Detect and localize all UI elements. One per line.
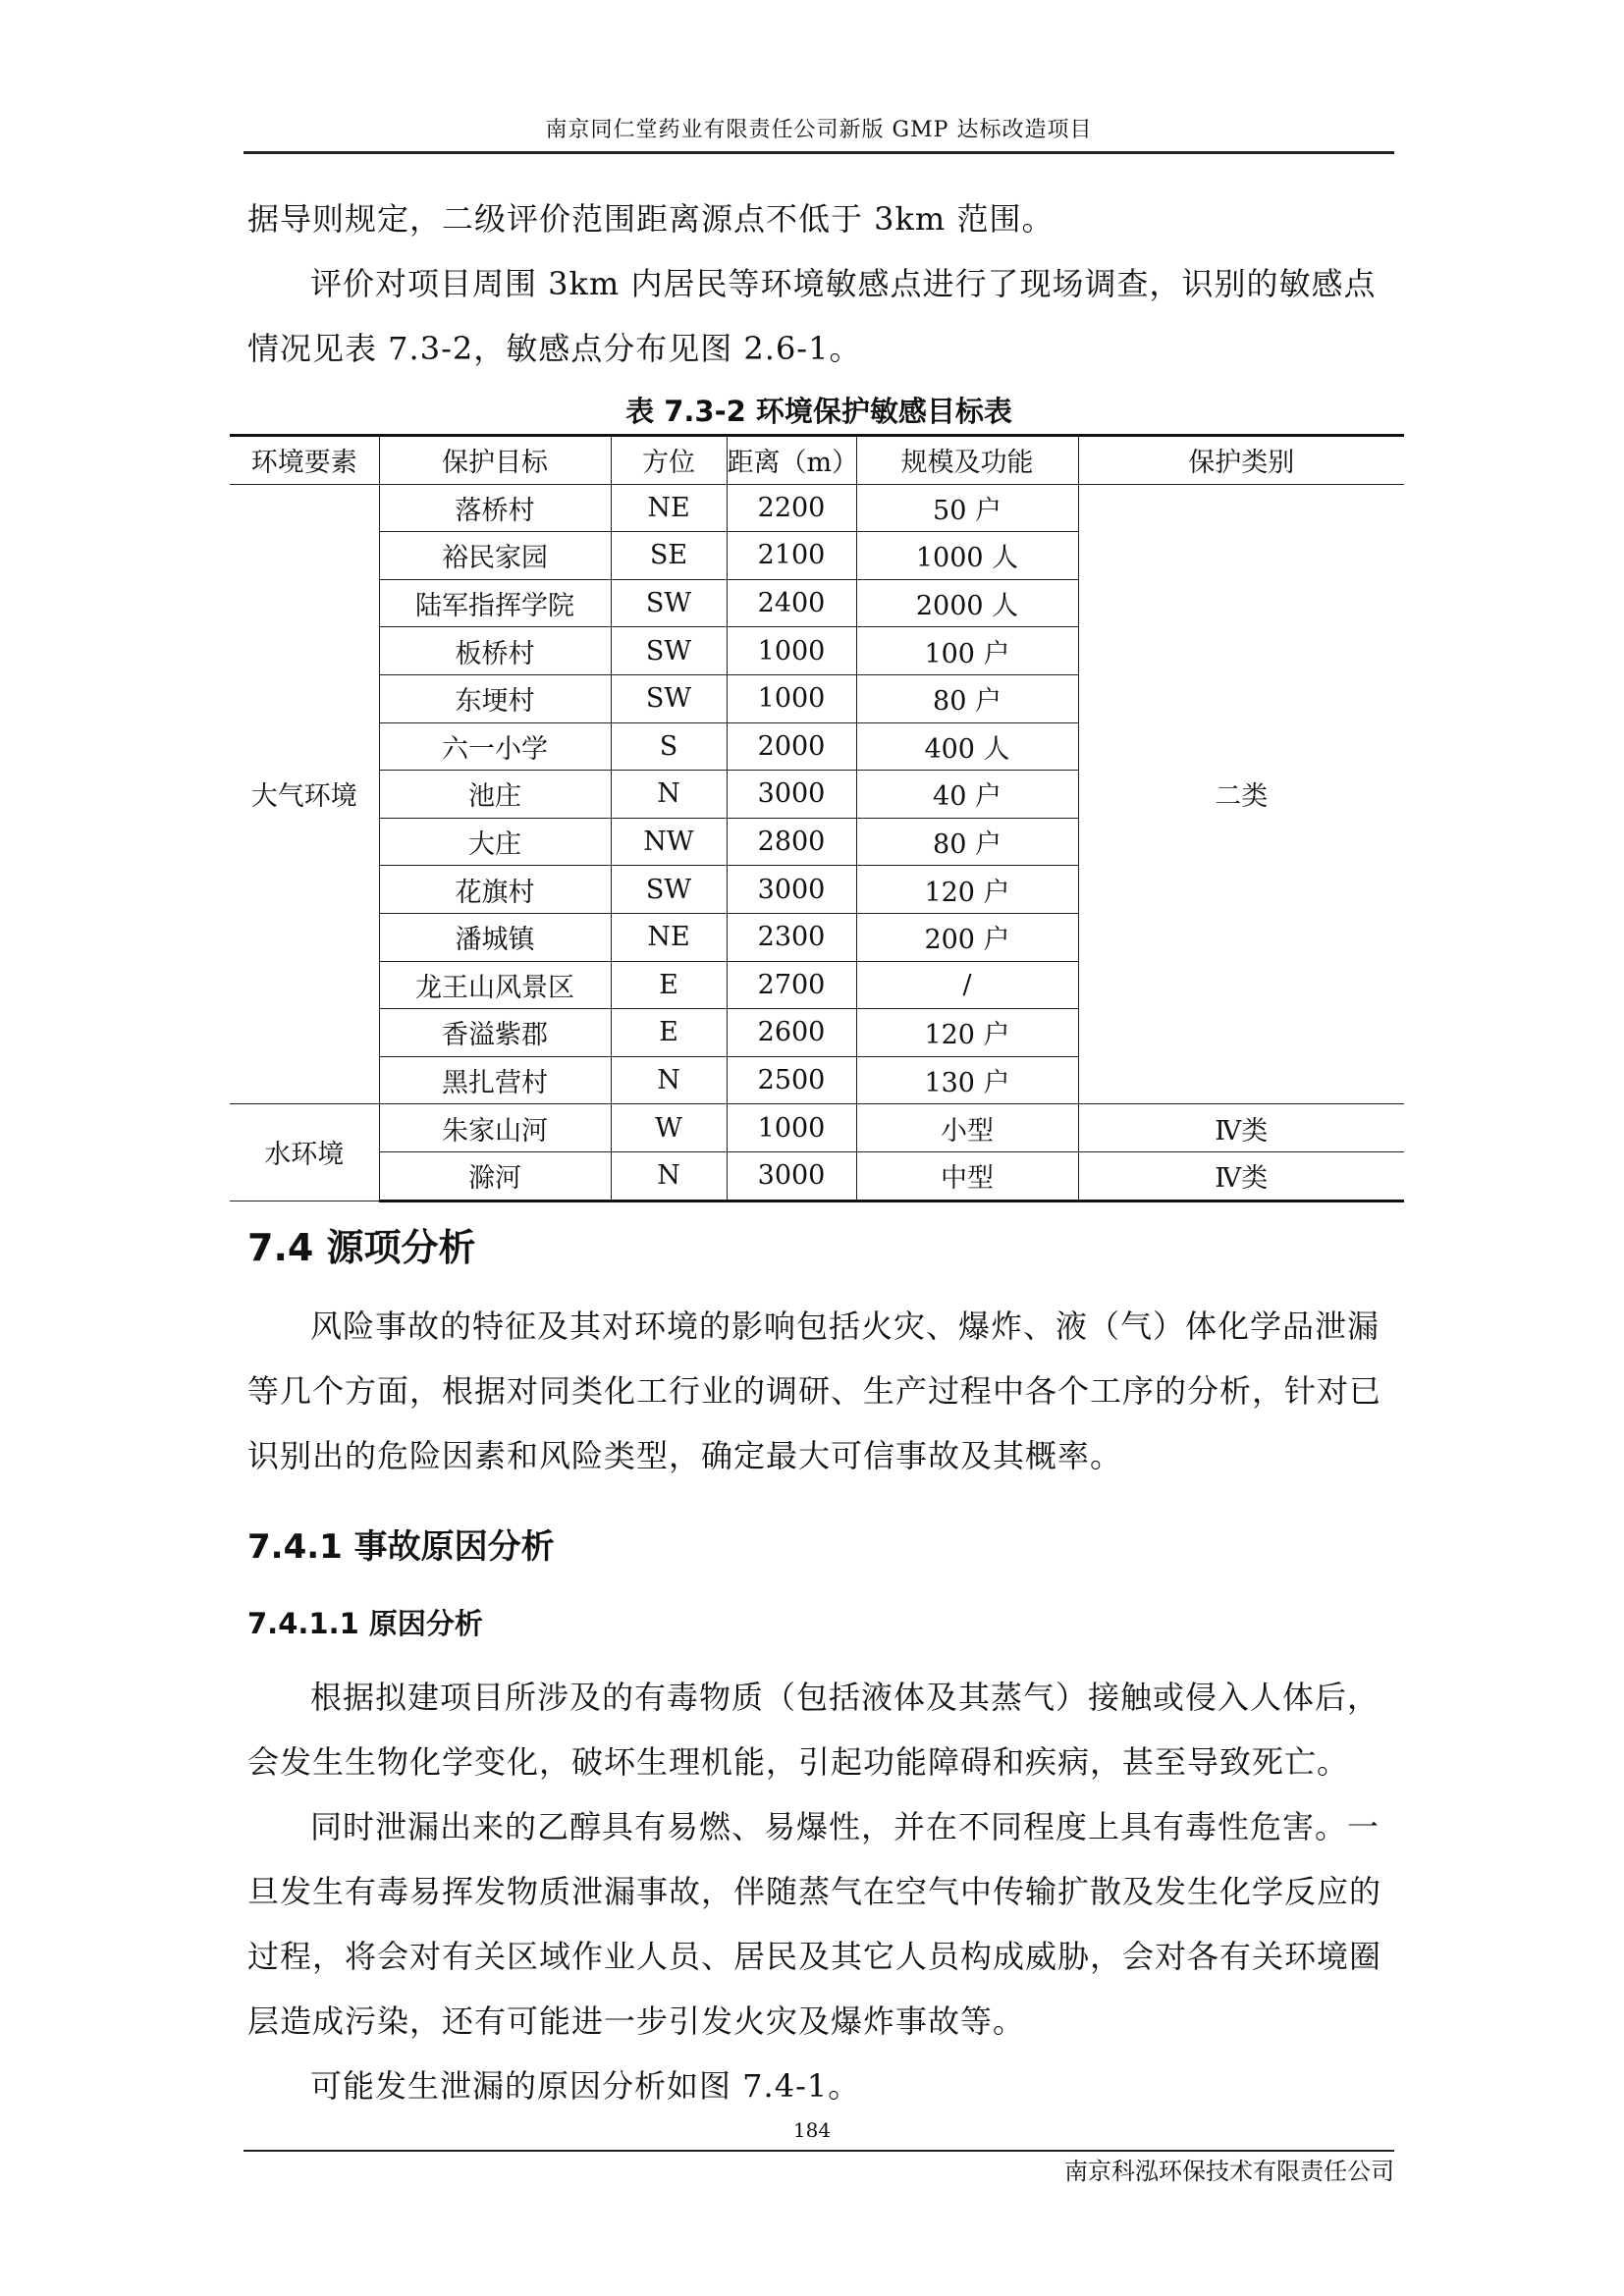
direction-cell: NW — [611, 818, 727, 866]
target-cell: 滁河 — [379, 1151, 611, 1201]
section-7-4-1-1-paragraph-2: 同时泄漏出来的乙醇具有易燃、易爆性，并在不同程度上具有毒性危害。一旦发生有毒易挥发物质泄漏事故，伴随蒸气在空气中传输扩散及发生化学反应的过程，将会对有关区域作业人员、居民及其它人员构成威胁，会对各有关环境圈层造成污染，还有可能进一步引发火灾及爆炸事故等。 — [247, 1808, 1382, 2040]
scale-cell: 120 户 — [856, 1009, 1078, 1057]
section-7-4-1-1-paragraph-3: 可能发生泄漏的原因分析如图 7.4-1。 — [310, 2067, 861, 2105]
target-cell: 龙王山风景区 — [379, 961, 611, 1009]
target-cell: 落桥村 — [379, 484, 611, 532]
header-cell: 方位 — [611, 436, 727, 485]
direction-cell: S — [611, 722, 727, 771]
distance-cell: 3000 — [727, 1151, 856, 1201]
section-heading-7-4-1-1: 7.4.1.1 原因分析 — [247, 1607, 483, 1640]
scale-cell: 中型 — [856, 1151, 1078, 1201]
distance-cell: 2800 — [727, 818, 856, 866]
page-header: 南京同仁堂药业有限责任公司新版 GMP 达标改造项目 — [244, 110, 1394, 154]
target-cell: 六一小学 — [379, 722, 611, 771]
intro-line-1: 据导则规定，二级评价范围距离源点不低于 3km 范围。 — [247, 200, 1055, 238]
target-cell: 香溢紫郡 — [379, 1009, 611, 1057]
target-cell: 陆军指挥学院 — [379, 579, 611, 627]
distance-cell: 2300 — [727, 913, 856, 961]
direction-cell: NE — [611, 484, 727, 532]
target-cell: 朱家山河 — [379, 1104, 611, 1152]
scale-cell: 2000 人 — [856, 579, 1078, 627]
scale-cell: 40 户 — [856, 771, 1078, 819]
target-cell: 花旗村 — [379, 866, 611, 914]
target-cell: 板桥村 — [379, 627, 611, 675]
distance-cell: 2600 — [727, 1009, 856, 1057]
header-cell: 规模及功能 — [856, 436, 1078, 485]
section-7-4-paragraph: 风险事故的特征及其对环境的影响包括火灾、爆炸、液（气）体化学品泄漏等几个方面，根据对同类化工行业的调研、生产过程中各个工序的分析，针对已识别出的危险因素和风险类型，确定最大可信事故及其概率。 — [247, 1308, 1382, 1474]
element-cell: 水环境 — [230, 1104, 379, 1201]
scale-cell: 200 户 — [856, 913, 1078, 961]
distance-cell: 1000 — [727, 1104, 856, 1152]
table-row — [230, 1151, 1404, 1201]
distance-cell: 2100 — [727, 532, 856, 580]
distance-cell: 2200 — [727, 484, 856, 532]
scale-cell: 1000 人 — [856, 532, 1078, 580]
direction-cell: N — [611, 771, 727, 819]
target-cell: 东埂村 — [379, 674, 611, 722]
section-heading-7-4-1: 7.4.1 事故原因分析 — [247, 1527, 555, 1567]
direction-cell: E — [611, 1009, 727, 1057]
direction-cell: SW — [611, 627, 727, 675]
direction-cell: N — [611, 1151, 727, 1201]
category-cell: Ⅳ类 — [1078, 1104, 1404, 1152]
category-cell: Ⅳ类 — [1078, 1151, 1404, 1201]
header-cell: 保护类别 — [1078, 436, 1404, 485]
target-cell: 大庄 — [379, 818, 611, 866]
direction-cell: SW — [611, 674, 727, 722]
target-cell: 黑扎营村 — [379, 1056, 611, 1104]
scale-cell: 80 户 — [856, 818, 1078, 866]
target-cell: 裕民家园 — [379, 532, 611, 580]
target-cell: 池庄 — [379, 771, 611, 819]
scale-cell: 50 户 — [856, 484, 1078, 532]
direction-cell: W — [611, 1104, 727, 1152]
section-7-4-1-1-paragraph-1: 根据拟建项目所涉及的有毒物质（包括液体及其蒸气）接触或侵入人体后，会发生生物化学变化，破坏生理机能，引起功能障碍和疾病，甚至导致死亡。 — [247, 1679, 1380, 1781]
distance-cell: 2000 — [727, 722, 856, 771]
page-number: 184 — [792, 2118, 832, 2142]
sensitive-targets-table — [230, 434, 1404, 1202]
direction-cell: E — [611, 961, 727, 1009]
distance-cell: 2400 — [727, 579, 856, 627]
header-cell: 环境要素 — [230, 436, 379, 485]
direction-cell: NE — [611, 913, 727, 961]
distance-cell: 2700 — [727, 961, 856, 1009]
table-row — [230, 484, 1404, 532]
scale-cell: 130 户 — [856, 1056, 1078, 1104]
distance-cell: 3000 — [727, 771, 856, 819]
scale-cell: 100 户 — [856, 627, 1078, 675]
direction-cell: SE — [611, 532, 727, 580]
table-header-row — [230, 436, 1404, 485]
intro-paragraph: 评价对项目周围 3km 内居民等环境敏感点进行了现场调查，识别的敏感点情况见表 7.3-2，敏感点分布见图 2.6-1。 — [247, 265, 1377, 367]
table-row — [230, 1104, 1404, 1152]
section-heading-7-4: 7.4 源项分析 — [247, 1226, 476, 1269]
header-cell: 保护目标 — [379, 436, 611, 485]
page-footer: 南京科泓环保技术有限责任公司 — [244, 2150, 1394, 2191]
header-cell: 距离（m） — [727, 436, 856, 485]
scale-cell: / — [856, 961, 1078, 1009]
target-cell: 潘城镇 — [379, 913, 611, 961]
direction-cell: N — [611, 1056, 727, 1104]
distance-cell: 2500 — [727, 1056, 856, 1104]
category-cell: 二类 — [1078, 484, 1404, 1104]
scale-cell: 120 户 — [856, 866, 1078, 914]
scale-cell: 小型 — [856, 1104, 1078, 1152]
distance-cell: 1000 — [727, 627, 856, 675]
direction-cell: SW — [611, 579, 727, 627]
table-caption: 表 7.3-2 环境保护敏感目标表 — [625, 395, 1012, 428]
scale-cell: 80 户 — [856, 674, 1078, 722]
distance-cell: 3000 — [727, 866, 856, 914]
scale-cell: 400 人 — [856, 722, 1078, 771]
distance-cell: 1000 — [727, 674, 856, 722]
direction-cell: SW — [611, 866, 727, 914]
element-cell: 大气环境 — [230, 484, 379, 1104]
